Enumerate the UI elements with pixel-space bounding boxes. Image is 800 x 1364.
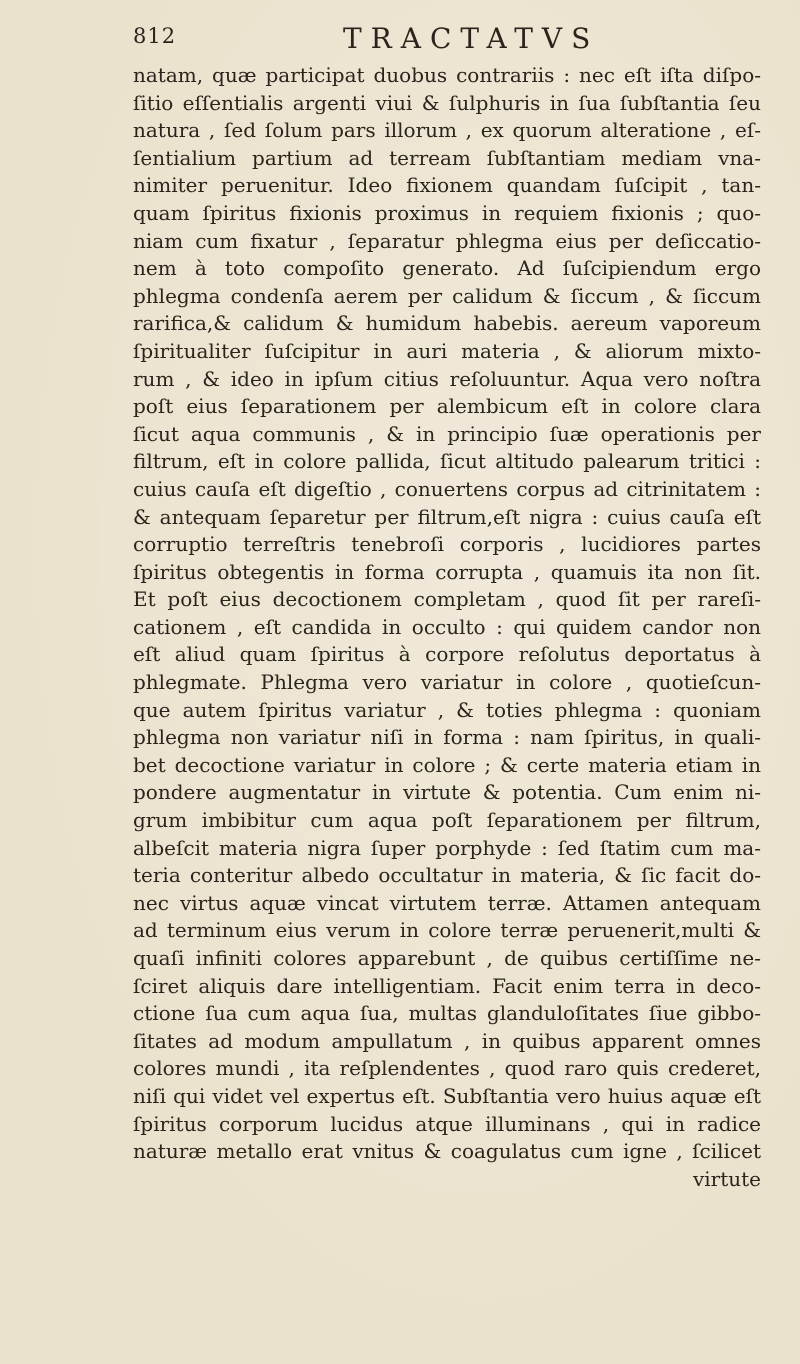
text-line: colores mundi , ita reſplendentes , quod raro quis crederet, (133, 1056, 761, 1081)
text-line: phlegmate. Phlegma vero variatur in colore , quotieſcun- (133, 670, 761, 695)
text-line: filtrum, eſt in colore pallida, ſicut altitudo palearum tritici : (133, 449, 761, 474)
text-line: ctione ſua cum aqua ſua, multas glanduloſitates ſiue gibbo- (133, 1001, 761, 1026)
text-line: ſpiritus corporum lucidus atque illuminans , qui in radice (133, 1111, 761, 1136)
catchword: virtute (692, 1167, 761, 1191)
text-line: phlegma condenſa aerem per calidum & ſiccum , & ſiccum (133, 283, 761, 308)
text-line: poſt eius ſeparationem per alembicum eſt in colore clara (133, 394, 761, 419)
text-line: nem à toto compoſito generato. Ad ſuſcipiendum ergo (133, 256, 761, 281)
text-line: rarifica,& calidum & humidum habebis. aereum vaporeum (133, 311, 761, 336)
text-line: nec virtus aquæ vincat virtutem terræ. Attamen antequam (133, 890, 761, 915)
text-line: grum imbibitur cum aqua poſt ſeparationem per filtrum, (133, 808, 761, 833)
text-line: albeſcit materia nigra ſuper porphyde : ſed ſtatim cum ma- (133, 835, 761, 860)
text-line: ſpiritus obtegentis in forma corrupta , quamuis ita non ſit. (133, 559, 761, 584)
text-line: pondere augmentatur in virtute & potentia. Cum enim ni- (133, 780, 761, 805)
text-line: cuius cauſa eſt digeſtio , conuertens corpus ad citrinitatem : (133, 476, 761, 501)
text-line: niam cum fixatur , ſeparatur phlegma eius per deſiccatio- (133, 228, 761, 253)
text-line: ſicut aqua communis , & in principio ſuæ operationis per (133, 421, 761, 446)
text-line: ad terminum eius verum in colore terræ peruenerit,multi & (133, 918, 761, 943)
text-line: quaſi infiniti colores apparebunt , de quibus certiſſime ne- (133, 946, 761, 970)
text-line: rum , & ideo in ipſum citius reſoluuntur. Aqua vero noſtra (133, 366, 761, 391)
text-line: & antequam ſeparetur per filtrum,eſt nigra : cuius cauſa eſt (133, 504, 761, 529)
text-line: teria conteritur albedo occultatur in materia, & ſic facit do- (133, 863, 761, 888)
text-line: ſitates ad modum ampullatum , in quibus apparent omnes (133, 1028, 761, 1053)
text-line: natura , ſed ſolum pars illorum , ex quorum alteratione , eſ- (133, 118, 761, 143)
text-line: Et poſt eius decoctionem completam , quod ſit per rareſi- (133, 587, 761, 612)
text-line: phlegma non variatur niſi in forma : nam ſpiritus, in quali- (133, 725, 761, 750)
text-line: natam, quæ participat duobus contrariis : nec eſt iſta diſpo- (133, 63, 761, 87)
text-line: corruptio terreſtris tenebroſi corporis , lucidiores partes (133, 532, 761, 557)
text-line: ſentialium partium ad terream ſubſtantiam mediam vna- (133, 145, 761, 170)
text-line: eſt aliud quam ſpiritus à corpore reſolutus deportatus à (133, 642, 761, 667)
page-header (133, 24, 761, 64)
text-line: quam ſpiritus fixionis proximus in requiem fixionis ; quo- (133, 200, 761, 225)
page-number: 812 (133, 24, 177, 48)
text-line: niſi qui videt vel expertus eſt. Subſtantia vero huius aquæ eſt (133, 1083, 761, 1108)
text-line: bet decoctione variatur in colore ; & certe materia etiam in (133, 752, 761, 777)
text-line: que autem ſpiritus variatur , & toties phlegma : quoniam (133, 697, 761, 722)
text-line: ſitio eſſentialis argenti viui & ſulphuris in ſua ſubſtantia ſeu (133, 90, 761, 115)
text-line: cationem , eſt candida in occulto : qui quidem candor non (133, 614, 761, 639)
text-line: naturæ metallo erat vnitus & coagulatus cum igne , ſcilicet (133, 1139, 761, 1164)
text-line: ſpiritualiter ſuſcipitur in auri materia , & aliorum mixto- (133, 338, 761, 363)
text-line: ſciret aliquis dare intelligentiam. Facit enim terra in deco- (133, 973, 761, 998)
body-text (133, 62, 761, 1191)
running-title: TRACTATVS (343, 22, 600, 55)
text-line: nimiter peruenitur. Ideo fixionem quandam ſuſcipit , tan- (133, 173, 761, 198)
